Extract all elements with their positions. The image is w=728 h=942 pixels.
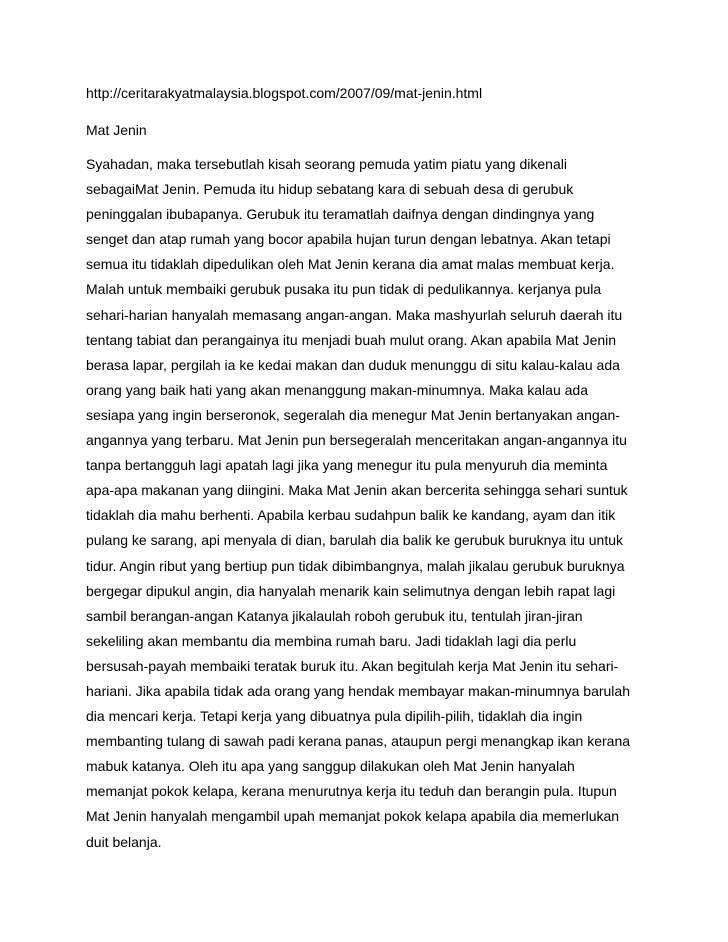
source-url: http://ceritarakyatmalaysia.blogspot.com/2007/09/mat-jenin.html <box>86 85 483 101</box>
paragraph-line: Syahadan, maka tersebutlah kisah seorang pemuda yatim piatu yang dikenali <box>86 156 567 172</box>
paragraph-line: orang yang baik hati yang akan menanggung makan-minumnya. Maka kalau ada <box>86 381 588 398</box>
paragraph-line: mabuk katanya. Oleh itu apa yang sanggup dilakukan oleh Mat Jenin hanyalah <box>86 758 575 775</box>
paragraph-line: sekeliling akan membantu dia membina rumah baru. Jadi tidaklah lagi dia perlu <box>86 632 577 649</box>
paragraph-line: sesiapa yang ingin berseronok, segeralah dia menegur Mat Jenin bertanyakan angan- <box>86 406 620 423</box>
paragraph-line: membanting tulang di sawah padi kerana panas, ataupun pergi menangkap ikan kerana <box>86 733 631 750</box>
paragraph-line: berasa lapar, pergilah ia ke kedai makan dan duduk menunggu di situ kalau-kalau ada <box>86 356 620 373</box>
page-title: Mat Jenin <box>86 122 147 138</box>
paragraph-line: sehari-harian hanyalah memasang angan-angan. Maka mashyurlah seluruh daerah itu <box>86 306 623 323</box>
paragraph-line: tentang tabiat dan perangainya itu menjadi buah mulut orang. Akan apabila Mat Jenin <box>86 331 617 348</box>
paragraph-line: Mat Jenin hanyalah mengambil upah memanjat pokok kelapa apabila dia memerlukan <box>86 808 620 825</box>
paragraph-line: peninggalan ibubapanya. Gerubuk itu teramatlah daifnya dengan dindingnya yang <box>86 206 595 223</box>
paragraph-line: sambil berangan-angan Katanya jikalaulah roboh gerubuk itu, tentulah jiran-jiran <box>86 607 583 624</box>
paragraph-line: tidur. Angin ribut yang bertiup pun tidak dibimbangnya, malah jikalau gerubuk buruknya <box>86 557 625 574</box>
paragraph-line: hariani. Jika apabila tidak ada orang yang hendak membayar makan-minumnya barulah <box>86 682 630 699</box>
paragraph-line: tanpa bertangguh lagi apatah lagi jika yang menegur itu pula menyuruh dia meminta <box>86 457 608 474</box>
paragraph-line: bergegar dipukul angin, dia hanyalah menarik kain selimutnya dengan lebih rapat lagi <box>86 582 616 599</box>
paragraph-line: sebagaiMat Jenin. Pemuda itu hidup sebatang kara di sebuah desa di gerubuk <box>86 181 574 198</box>
paragraph-line: tidaklah dia mahu berhenti. Apabila kerbau sudahpun balik ke kandang, ayam dan itik <box>86 507 616 524</box>
paragraph-line: Malah untuk membaiki gerubuk pusaka itu pun tidak di pedulikannya. kerjanya pula <box>86 281 602 298</box>
paragraph-line: duit belanja. <box>86 833 162 850</box>
paragraph-line: bersusah-payah membaiki teratak buruk itu. Akan begitulah kerja Mat Jenin itu sehari- <box>86 657 619 674</box>
paragraph-line: dia mencari kerja. Tetapi kerja yang dibuatnya pula dipilih-pilih, tidaklah dia ingin <box>86 708 583 725</box>
paragraph-line: apa-apa makanan yang diingini. Maka Mat Jenin akan bercerita sehingga sehari suntuk <box>86 482 628 499</box>
paragraph-line: memanjat pokok kelapa, kerana menurutnya kerja itu teduh dan berangin pula. Itupun <box>86 783 617 800</box>
paragraph-line: angannya yang terbaru. Mat Jenin pun bersegeralah menceritakan angan-angannya itu <box>86 432 627 449</box>
paragraph-line: senget dan atap rumah yang bocor apabila hujan turun dengan lebatnya. Akan tetapi <box>86 231 611 248</box>
paragraph-line: pulang ke sarang, api menyala di dian, barulah dia balik ke gerubuk buruknya itu untuk <box>86 532 624 549</box>
story-paragraph <box>86 155 666 858</box>
paragraph-line: semua itu tidaklah dipedulikan oleh Mat Jenin kerana dia amat malas membuat kerja. <box>86 256 615 273</box>
